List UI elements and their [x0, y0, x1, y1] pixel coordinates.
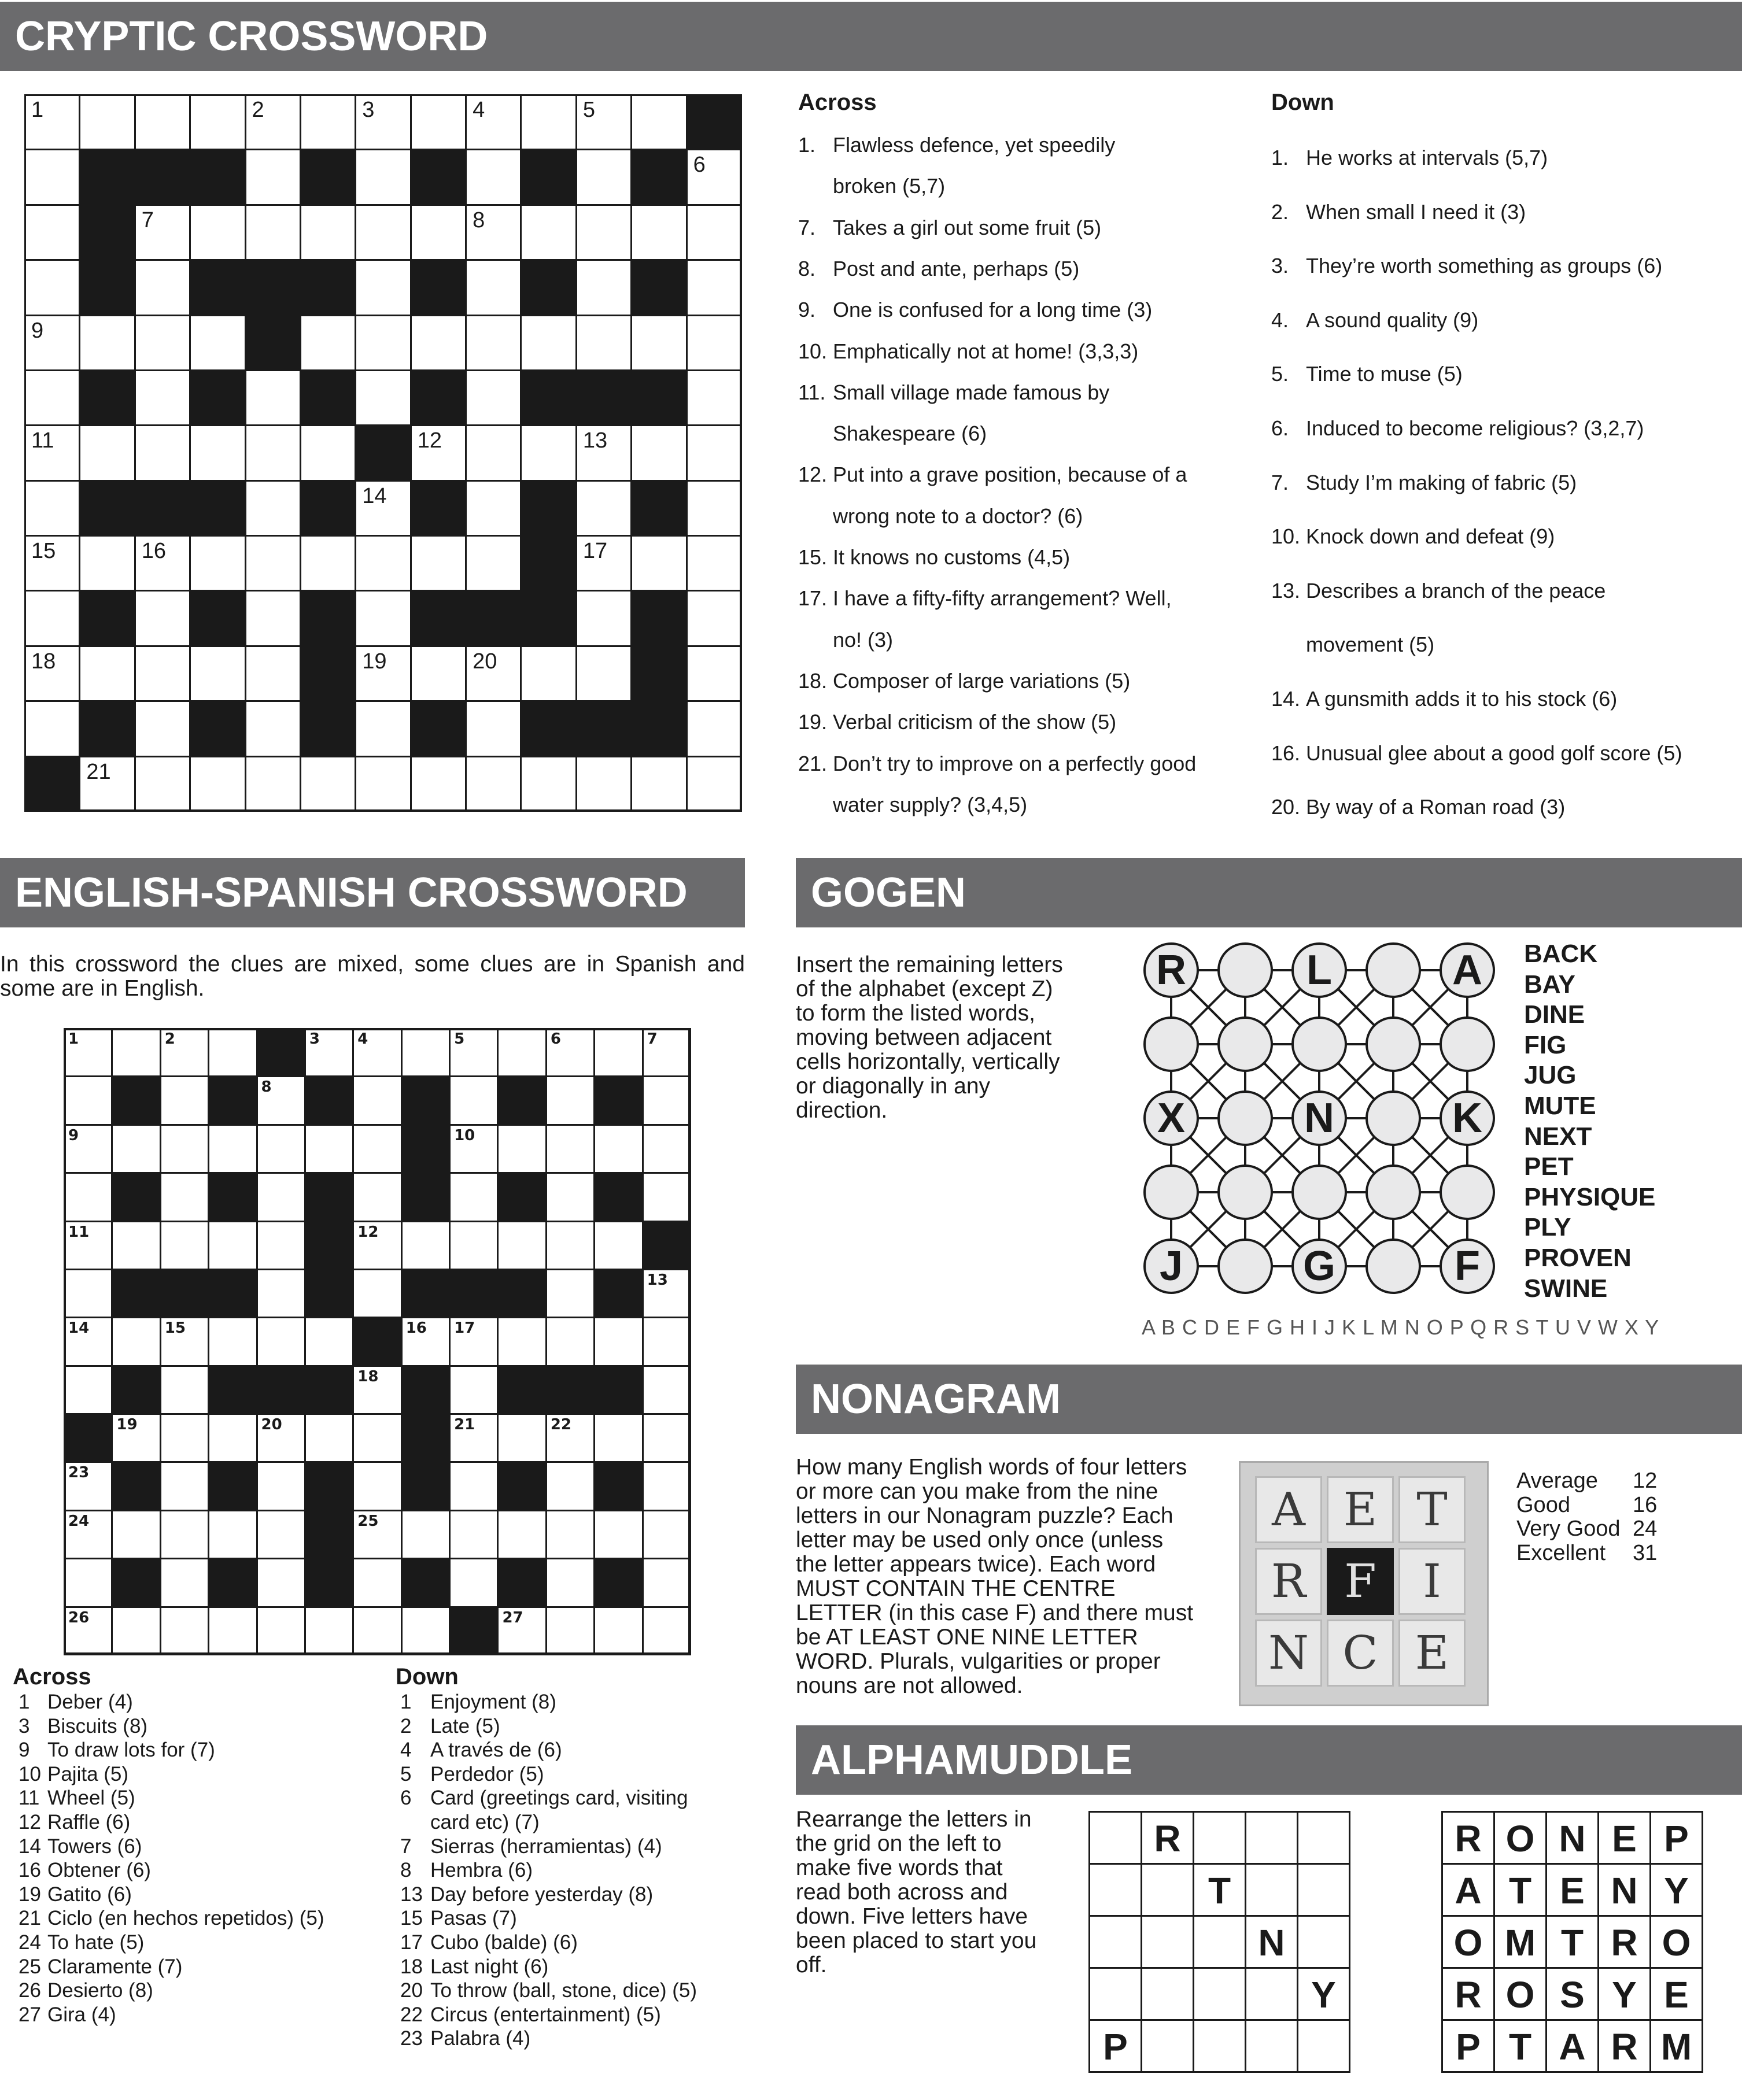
- clue-number: 19.: [798, 710, 828, 734]
- alphamuddle-cell: P: [1649, 1811, 1703, 1865]
- score-value: 24: [1633, 1517, 1658, 1541]
- alphamuddle-cell: O: [1493, 1811, 1547, 1865]
- clue-text: Describes a branch of the peace: [1306, 578, 1606, 602]
- clue-number: 17.: [798, 586, 828, 611]
- gogen-word: PET: [1524, 1152, 1574, 1181]
- nonagram-letter: I: [1398, 1548, 1466, 1615]
- clue-text: Unusual glee about a good golf score (5): [1306, 741, 1682, 765]
- gogen-cell: F: [1440, 1238, 1495, 1294]
- clue-text: Enjoyment (8): [430, 1691, 556, 1713]
- clue-number: 19: [362, 649, 387, 674]
- clue-number: 1.: [1271, 146, 1289, 169]
- gogen-cell: [1365, 1164, 1421, 1220]
- alphamuddle-cell: N: [1545, 1811, 1599, 1865]
- clue-text: Pajita (5): [47, 1762, 129, 1785]
- clue-text: Gatito (6): [47, 1883, 132, 1906]
- alphamuddle-cell: Y: [1597, 1967, 1651, 2021]
- clue-text: A través de (6): [430, 1739, 562, 1762]
- clue-text: Put into a grave position, because of a: [833, 463, 1187, 487]
- clue-text: Takes a girl out some fruit (5): [833, 215, 1102, 239]
- alphamuddle-cell: E: [1597, 1811, 1651, 1865]
- clue-number: 12.: [798, 463, 828, 487]
- clue-text: By way of a Roman road (3): [1306, 795, 1566, 819]
- score-label: Excellent: [1516, 1540, 1606, 1565]
- nonagram-letter: A: [1255, 1476, 1322, 1543]
- clue-number: 16: [19, 1859, 41, 1882]
- clue-number: 14: [68, 1319, 90, 1337]
- cryptic-header: CRYPTIC CROSSWORD: [0, 2, 1742, 71]
- alphamuddle-cell: N: [1597, 1863, 1651, 1917]
- clue-text: Obtener (6): [47, 1859, 151, 1882]
- gogen-word: DINE: [1524, 1000, 1585, 1029]
- spanish-grid: [64, 1028, 691, 1655]
- score-label: Average: [1516, 1469, 1598, 1493]
- clue-number: 11.: [798, 380, 826, 404]
- clue-number: 7: [647, 1030, 658, 1048]
- clue-number: 15: [164, 1319, 186, 1337]
- clue-number: 24: [19, 1931, 41, 1954]
- clue-number: 17: [454, 1319, 475, 1337]
- clue-number: 6: [400, 1787, 412, 1810]
- clue-number: 23: [68, 1464, 90, 1482]
- clue-number: 19: [19, 1883, 41, 1906]
- clue-text: no! (3): [833, 627, 894, 652]
- clue-number: 19: [116, 1416, 138, 1434]
- clue-number: 1: [68, 1030, 79, 1048]
- clue-number: 21.: [798, 751, 828, 775]
- clue-text: Desierto (8): [47, 1979, 153, 2002]
- clue-number: 3.: [1271, 254, 1289, 278]
- clue-text: To draw lots for (7): [47, 1739, 215, 1762]
- gogen-cell: [1217, 1016, 1273, 1072]
- alphamuddle-cell: T: [1493, 1863, 1547, 1917]
- clue-text: Induced to become religious? (3,2,7): [1306, 416, 1644, 440]
- alphamuddle-cell: Y: [1649, 1863, 1703, 1917]
- clue-number: 2.: [1271, 199, 1289, 224]
- alphamuddle-cell: O: [1441, 1915, 1495, 1969]
- clue-text: Palabra (4): [430, 2027, 531, 2050]
- clue-number: 25: [357, 1512, 379, 1530]
- clue-number: 5.: [1271, 362, 1289, 386]
- clue-number: 4: [357, 1030, 368, 1048]
- clue-number: 8: [473, 208, 485, 232]
- alphamuddle-instructions: Rearrange the letters in the grid on the left to make five words that read both across and down. Five letters have been placed to start you off.: [796, 1807, 1037, 1977]
- clue-number: 18.: [798, 668, 828, 693]
- clue-number: 9: [19, 1739, 30, 1762]
- clue-number: 7.: [798, 215, 816, 239]
- spanish-down-heading: Down: [396, 1664, 459, 1689]
- clue-text: Gira (4): [47, 2003, 116, 2026]
- alphamuddle-cell: T: [1545, 1915, 1599, 1969]
- alphamuddle-cell: Y: [1297, 1967, 1350, 2021]
- nonagram-instructions: How many English words of four letters or more can you make from the nine letters in our Nonagram puzzle? Each letter may be used only once (unless the letter appears twice). Each word MUST CONTAIN THE CENTRE LETTER (in this case F) and there must be AT LEAST ONE NINE LETTER WORD. Plurals, vulgarities or proper nouns are not allowed.: [796, 1455, 1194, 1698]
- clue-number: 15: [400, 1907, 423, 1930]
- clue-number: 14: [362, 483, 387, 508]
- clue-number: 5: [400, 1762, 412, 1785]
- alphamuddle-cell: [1193, 1811, 1246, 1865]
- clue-number: 18: [400, 1955, 423, 1978]
- clue-text: Claramente (7): [47, 1955, 183, 1978]
- alphamuddle-cell: P: [1441, 2019, 1495, 2073]
- clue-number: 20: [473, 649, 497, 674]
- gogen-word: FIG: [1524, 1030, 1567, 1059]
- clue-number: 17: [400, 1931, 423, 1954]
- clue-text: Study I’m making of fabric (5): [1306, 470, 1577, 494]
- gogen-cell: [1440, 1016, 1495, 1072]
- alphamuddle-cell: [1297, 2019, 1350, 2073]
- clue-text: water supply? (3,4,5): [833, 792, 1028, 816]
- clue-number: 12: [357, 1223, 379, 1241]
- grid-border: [64, 1028, 691, 1655]
- alphamuddle-cell: [1088, 1811, 1142, 1865]
- alphamuddle-cell: [1245, 2019, 1298, 2073]
- alphamuddle-cell: [1088, 1863, 1142, 1917]
- alphamuddle-cell: [1141, 1967, 1194, 2021]
- clue-number: 21: [454, 1416, 475, 1434]
- gogen-header: GOGEN: [796, 858, 1742, 927]
- nonagram-letter: C: [1327, 1620, 1394, 1687]
- spanish-intro: In this crossword the clues are mixed, some clues are in Spanish and some are in English.: [0, 952, 745, 1001]
- clue-text: Pasas (7): [430, 1907, 517, 1930]
- clue-number: 8.: [798, 256, 816, 280]
- alphamuddle-cell: A: [1441, 1863, 1495, 1917]
- gogen-cell: [1365, 1016, 1421, 1072]
- score-value: 12: [1633, 1469, 1658, 1493]
- alphamuddle-cell: S: [1545, 1967, 1599, 2021]
- gogen-word: BAY: [1524, 970, 1575, 999]
- spanish-header: ENGLISH-SPANISH CROSSWORD: [0, 858, 745, 927]
- clue-number: 18: [31, 649, 56, 674]
- gogen-cell: L: [1291, 942, 1347, 998]
- gogen-alphabet: A B C D E F G H I J K L M N O P Q R S T U V W X Y: [1142, 1315, 1660, 1339]
- clue-number: 20.: [1271, 795, 1301, 819]
- clue-text: Small village made famous by: [833, 380, 1110, 404]
- clue-number: 10: [19, 1762, 41, 1785]
- clue-number: 9: [31, 318, 44, 343]
- clue-number: 13: [582, 428, 608, 453]
- gogen-word: PROVEN: [1524, 1244, 1632, 1272]
- alphamuddle-cell: O: [1493, 1967, 1547, 2021]
- gogen-word: JUG: [1524, 1061, 1577, 1090]
- alphamuddle-cell: M: [1493, 1915, 1547, 1969]
- alphamuddle-cell: R: [1141, 1811, 1194, 1865]
- clue-number: 10.: [1271, 524, 1301, 549]
- clue-text: Time to muse (5): [1306, 362, 1463, 386]
- alphamuddle-cell: [1193, 1967, 1246, 2021]
- alphamuddle-cell: T: [1193, 1863, 1246, 1917]
- clue-number: 16: [405, 1319, 427, 1337]
- alphamuddle-cell: [1297, 1863, 1350, 1917]
- clue-number: 11: [19, 1787, 40, 1810]
- clue-text: Circus (entertainment) (5): [430, 2003, 661, 2026]
- clue-number: 15: [31, 539, 56, 564]
- alphamuddle-cell: R: [1597, 2019, 1651, 2073]
- gogen-cell: [1217, 942, 1273, 998]
- clue-number: 13: [647, 1271, 668, 1289]
- gogen-instructions: Insert the remaining letters of the alphabet (except Z) to form the listed words, moving between adjacent cells horizontally, vertically or diagonally in any direction.: [796, 952, 1063, 1123]
- clue-text: He works at intervals (5,7): [1306, 146, 1548, 169]
- gogen-cell: [1291, 1016, 1347, 1072]
- clue-text: broken (5,7): [833, 174, 946, 198]
- gogen-cell: K: [1440, 1090, 1495, 1146]
- alphamuddle-cell: [1141, 1915, 1194, 1969]
- clue-text: A sound quality (9): [1306, 308, 1479, 332]
- gogen-cell: [1217, 1164, 1273, 1220]
- score-label: Good: [1516, 1492, 1570, 1517]
- clue-number: 27: [502, 1609, 523, 1626]
- clue-number: 10: [454, 1126, 475, 1144]
- alphamuddle-cell: E: [1545, 1863, 1599, 1917]
- clue-number: 9.: [798, 298, 816, 322]
- clue-number: 26: [68, 1609, 90, 1626]
- alphamuddle-cell: [1088, 1915, 1142, 1969]
- clue-number: 21: [86, 759, 111, 784]
- alphamuddle-cell: P: [1088, 2019, 1142, 2073]
- gogen-cell: [1143, 1164, 1199, 1220]
- clue-number: 14.: [1271, 687, 1301, 711]
- alphamuddle-cell: M: [1649, 2019, 1703, 2073]
- clue-number: 2: [164, 1030, 175, 1048]
- clue-number: 15.: [798, 545, 828, 569]
- gogen-cell: [1217, 1238, 1273, 1294]
- clue-number: 16: [141, 539, 167, 564]
- clue-text: Verbal criticism of the show (5): [833, 710, 1117, 734]
- clue-text: Flawless defence, yet speedily: [833, 133, 1116, 157]
- clue-number: 9: [68, 1126, 79, 1144]
- clue-number: 20: [400, 1979, 423, 2002]
- alphamuddle-cell: [1297, 1811, 1350, 1865]
- alphamuddle-cell: R: [1597, 1915, 1651, 1969]
- clue-text: When small I need it (3): [1306, 199, 1526, 224]
- gogen-word: NEXT: [1524, 1122, 1592, 1151]
- spanish-across-heading: Across: [13, 1664, 91, 1689]
- clue-text: Perdedor (5): [430, 1762, 544, 1785]
- gogen-cell: [1217, 1090, 1273, 1146]
- clue-number: 1: [31, 98, 44, 122]
- gogen-word: SWINE: [1524, 1274, 1608, 1303]
- alphamuddle-cell: N: [1245, 1915, 1298, 1969]
- clue-text: One is confused for a long time (3): [833, 298, 1153, 322]
- clue-text: Emphatically not at home! (3,3,3): [833, 339, 1139, 363]
- clue-number: 21: [19, 1907, 41, 1930]
- nonagram-centre-letter: F: [1327, 1548, 1394, 1615]
- score-label: Very Good: [1516, 1517, 1621, 1541]
- clue-number: 6: [693, 153, 706, 178]
- alphamuddle-cell: [1245, 1811, 1298, 1865]
- gogen-word: MUTE: [1524, 1092, 1596, 1120]
- gogen-cell: [1440, 1164, 1495, 1220]
- clue-text: Shakespeare (6): [833, 422, 987, 446]
- clue-text: Wheel (5): [47, 1787, 135, 1810]
- clue-text: Ciclo (en hechos repetidos) (5): [47, 1907, 324, 1930]
- gogen-cell: [1365, 1238, 1421, 1294]
- gogen-cell: [1143, 1016, 1199, 1072]
- alphamuddle-cell: [1141, 1863, 1194, 1917]
- gogen-word: BACK: [1524, 940, 1598, 968]
- alphamuddle-cell: [1088, 1967, 1142, 2021]
- clue-number: 1.: [798, 133, 816, 157]
- nonagram-letter: E: [1327, 1476, 1394, 1543]
- clue-number: 13: [400, 1883, 423, 1906]
- gogen-cell: [1291, 1164, 1347, 1220]
- gogen-word: PHYSIQUE: [1524, 1182, 1656, 1211]
- alphamuddle-cell: O: [1649, 1915, 1703, 1969]
- clue-text: Late (5): [430, 1714, 500, 1737]
- gogen-cell: J: [1143, 1238, 1199, 1294]
- clue-number: 8: [400, 1859, 412, 1882]
- clue-number: 1: [400, 1691, 412, 1713]
- score-value: 31: [1633, 1540, 1658, 1565]
- clue-text: wrong note to a doctor? (6): [833, 504, 1083, 528]
- cryptic-grid: [24, 94, 741, 811]
- alphamuddle-cell: [1245, 1967, 1298, 2021]
- clue-number: 13.: [1271, 578, 1301, 602]
- clue-text: Knock down and defeat (9): [1306, 524, 1555, 549]
- clue-text: Sierras (herramientas) (4): [430, 1835, 662, 1858]
- gogen-cell: N: [1291, 1090, 1347, 1146]
- gogen-cell: [1365, 1090, 1421, 1146]
- clue-text: Raffle (6): [47, 1811, 131, 1833]
- gogen-cell: X: [1143, 1090, 1199, 1146]
- clue-text: Deber (4): [47, 1691, 133, 1713]
- gogen-cell: G: [1291, 1238, 1347, 1294]
- alphamuddle-cell: [1193, 2019, 1246, 2073]
- clue-text: Cubo (balde) (6): [430, 1931, 578, 1954]
- clue-number: 18: [357, 1367, 379, 1385]
- nonagram-header: NONAGRAM: [796, 1365, 1742, 1434]
- nonagram-letter: R: [1255, 1548, 1322, 1615]
- clue-number: 11: [31, 428, 54, 453]
- clue-number: 7: [141, 208, 154, 232]
- clue-text: Towers (6): [47, 1835, 142, 1858]
- clue-number: 24: [68, 1512, 90, 1530]
- clue-number: 17: [582, 539, 608, 564]
- clue-number: 5: [582, 98, 595, 122]
- clue-text: To throw (ball, stone, dice) (5): [430, 1979, 697, 2002]
- alphamuddle-cell: E: [1649, 1967, 1703, 2021]
- clue-text: Biscuits (8): [47, 1714, 148, 1737]
- gogen-cell: [1365, 942, 1421, 998]
- gogen-word: PLY: [1524, 1213, 1571, 1242]
- clue-number: 7: [400, 1835, 412, 1858]
- clue-number: 7.: [1271, 470, 1289, 494]
- clue-text: Last night (6): [430, 1955, 549, 1978]
- clue-text: It knows no customs (4,5): [833, 545, 1071, 569]
- alphamuddle-cell: A: [1545, 2019, 1599, 2073]
- clue-number: 16.: [1271, 741, 1301, 765]
- clue-number: 23: [400, 2027, 423, 2050]
- nonagram-letter: T: [1398, 1476, 1466, 1543]
- clue-number: 6: [550, 1030, 561, 1048]
- clue-number: 26: [19, 1979, 41, 2002]
- clue-text: They’re worth something as groups (6): [1306, 254, 1663, 278]
- clue-number: 6.: [1271, 416, 1289, 440]
- clue-number: 2: [252, 98, 264, 122]
- clue-number: 3: [309, 1030, 320, 1048]
- clue-number: 20: [261, 1416, 282, 1434]
- alphamuddle-cell: [1297, 1915, 1350, 1969]
- clue-number: 10.: [798, 339, 828, 363]
- grid-border: [24, 94, 741, 811]
- clue-text: Composer of large variations (5): [833, 668, 1131, 693]
- alphamuddle-cell: [1193, 1915, 1246, 1969]
- clue-text: Don’t try to improve on a perfectly good: [833, 751, 1197, 775]
- clue-number: 4: [473, 98, 485, 122]
- clue-text: A gunsmith adds it to his stock (6): [1306, 687, 1618, 711]
- clue-text: Day before yesterday (8): [430, 1883, 654, 1906]
- gogen-cell: R: [1143, 942, 1199, 998]
- clue-number: 27: [19, 2003, 41, 2026]
- alphamuddle-cell: [1141, 2019, 1194, 2073]
- clue-text: I have a fifty-fifty arrangement? Well,: [833, 586, 1172, 611]
- clue-text: Card (greetings card, visiting: [430, 1787, 688, 1810]
- nonagram-letter: E: [1398, 1620, 1466, 1687]
- alphamuddle-header: ALPHAMUDDLE: [796, 1725, 1742, 1795]
- clue-number: 1: [19, 1691, 30, 1713]
- clue-number: 2: [400, 1714, 412, 1737]
- nonagram-letter: N: [1255, 1620, 1322, 1687]
- clue-text: card etc) (7): [430, 1811, 540, 1833]
- alphamuddle-cell: R: [1441, 1967, 1495, 2021]
- clue-number: 3: [19, 1714, 30, 1737]
- clue-text: To hate (5): [47, 1931, 145, 1954]
- clue-number: 5: [454, 1030, 465, 1048]
- score-value: 16: [1633, 1492, 1658, 1517]
- clue-number: 12: [417, 428, 442, 453]
- clue-number: 8: [261, 1078, 272, 1096]
- clue-text: Post and ante, perhaps (5): [833, 256, 1080, 280]
- clue-number: 14: [19, 1835, 41, 1858]
- clue-text: Hembra (6): [430, 1859, 533, 1882]
- cryptic-across-heading: Across: [798, 90, 877, 115]
- cryptic-down-heading: Down: [1271, 90, 1334, 115]
- clue-text: movement (5): [1306, 633, 1435, 657]
- clue-number: 4.: [1271, 308, 1289, 332]
- alphamuddle-cell: R: [1441, 1811, 1495, 1865]
- clue-number: 12: [19, 1811, 41, 1833]
- clue-number: 3: [362, 98, 375, 122]
- clue-number: 22: [550, 1416, 572, 1434]
- alphamuddle-cell: [1245, 1863, 1298, 1917]
- clue-number: 11: [68, 1223, 90, 1241]
- clue-number: 22: [400, 2003, 423, 2026]
- alphamuddle-cell: T: [1493, 2019, 1547, 2073]
- clue-number: 25: [19, 1955, 41, 1978]
- clue-number: 4: [400, 1739, 412, 1762]
- gogen-cell: A: [1440, 942, 1495, 998]
